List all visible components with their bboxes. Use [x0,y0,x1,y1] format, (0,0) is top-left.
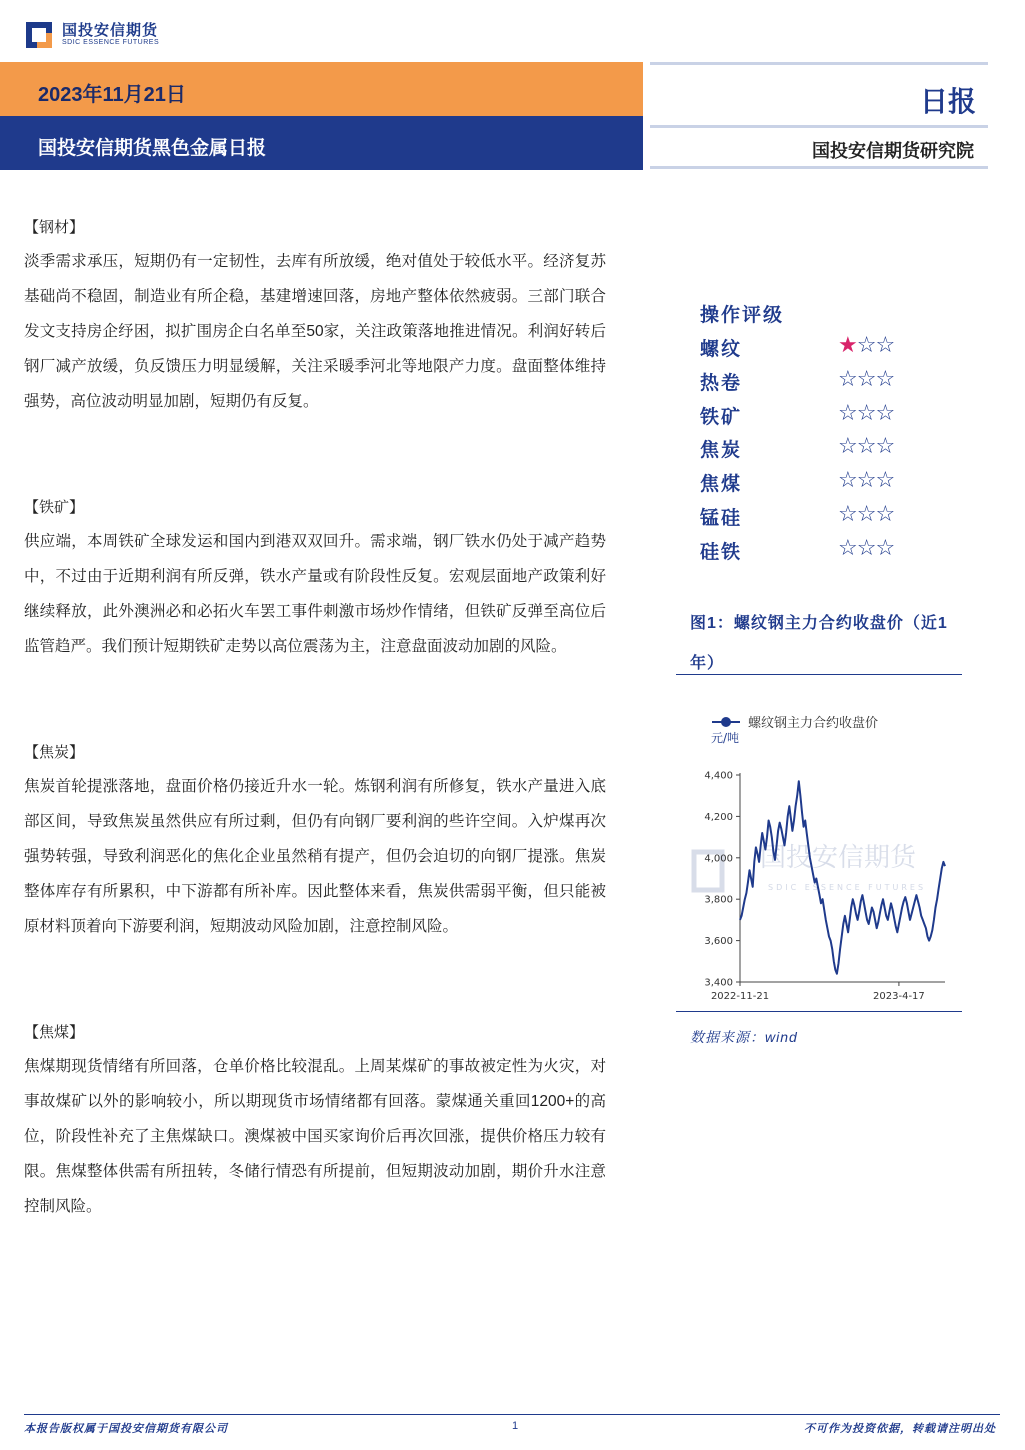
star-empty-icon: ☆ [838,365,857,391]
star-empty-icon: ☆ [875,365,895,391]
section-body-coking-coal: 焦煤期现货情绪有所回落，仓单价格比较混乱。上周某煤矿的事故被定性为火灾，对事故煤矿以外的影响较小，所以期现货市场情绪都有回落。蒙煤通关重回1200+的高位，阶段性补充了主焦煤缺口。澳煤被中国买家询价后再次回涨，提供价格压力较有限。焦煤整体供需有所扭转，冬储行情恐有所提前，但短期波动加剧，期价升水注意控制风险。 [24,1058,606,1215]
rating-name: 铁矿 [700,406,743,428]
figure-rule-top [676,674,962,675]
star-empty-icon: ☆ [856,534,876,560]
section-heading-iron-ore: 【铁矿】 [24,499,85,516]
section-heading-coking-coal: 【焦煤】 [24,1024,85,1041]
section-heading-coke: 【焦炭】 [24,744,85,761]
y-axis-label: 元/吨 [710,731,740,745]
y-tick-label: 4,200 [704,811,733,823]
rebar-price-chart [690,706,960,1012]
star-filled-icon: ★ [838,332,857,357]
logo-name-en: SDIC ESSENCE FUTURES [62,39,160,46]
section-body-steel: 淡季需求承压，短期仍有一定韧性，去库有所放缓，绝对值处于较低水平。经济复苏基础尚不稳固，制造业有所企稳，基建增速回落，房地产整体依然疲弱。三部门联合发文支持房企纾困，拟扩围房企白名单至50家，关注政策落地推进情况。利润好转后钢厂减产放缓，负反馈压力明显缓解，关注采暖季河北等地限产力度。盘面整体维持强势，高位波动明显加剧，短期仍有反复。 [24,253,606,410]
rating-stars [838,366,894,392]
divider [650,166,988,169]
star-empty-icon: ☆ [856,501,876,526]
series-line-rebar [740,781,945,974]
rating-row [700,435,940,465]
footer-copyright: 本报告版权属于国投安信期货有限公司 [24,1423,228,1435]
rating-row [700,399,940,432]
rating-stars [838,501,894,527]
star-empty-icon: ☆ [856,332,876,357]
divider [650,125,988,128]
rating-row [700,534,940,567]
section-heading-steel: 【钢材】 [24,219,85,236]
divider [650,62,988,65]
rating-row [700,365,940,398]
rating-stars [838,467,894,493]
data-source: 数据来源：wind [690,1029,798,1045]
star-empty-icon: ☆ [838,399,857,425]
star-empty-icon: ☆ [875,467,895,493]
rating-heading: 操作评级 [700,305,785,326]
footer-rule [24,1414,1000,1415]
rating-name: 焦炭 [700,440,743,462]
rating-name: 焦煤 [700,474,743,496]
rating-name: 螺纹 [700,339,743,360]
logo-name-cn: 国投安信期货 [62,22,159,39]
y-tick-label: 3,600 [704,936,733,948]
chart-watermark: 国投安信期货 [760,843,917,873]
rating-row [700,334,940,364]
star-empty-icon: ☆ [838,501,857,526]
rating-row [700,469,940,499]
section-body-iron-ore: 供应端，本周铁矿全球发运和国内到港双双回升。需求端，钢厂铁水仍处于减产趋势中，不过由于近期利润有所反弹，铁水产量或有阶段性反复。宏观层面地产政策利好继续释放，此外澳洲必和必拓火车罢工事件刺激市场炒作情绪，但铁矿反弹至高位后监管趋严。我们预计短期铁矿走势以高位震荡为主，注意盘面波动加剧的风险。 [24,533,606,655]
star-empty-icon: ☆ [838,534,857,560]
rating-stars [838,535,894,561]
figure-title: 图1：螺纹钢主力合约收盘价（近1年） [690,615,948,672]
section-body-coke: 焦炭首轮提涨落地，盘面价格仍接近升水一轮。炼钢利润有所修复，铁水产量进入底部区间，导致焦炭虽然供应有所过剩，但仍有向钢厂要利润的些许空间。入炉煤再次强势转强，导致利润恶化的焦化企业虽然稍有提产，但仍会迫切的向钢厂提涨。焦炭整体库存有所累积，中下游都有所补库。因此整体来看，焦炭供需弱平衡，但只能被原材料顶着向下游要利润，短期波动风险加剧，注意控制风险。 [24,778,606,935]
report-title: 国投安信期货黑色金属日报 [38,138,267,159]
rating-stars [838,433,894,459]
company-logo-icon [24,20,54,50]
star-empty-icon: ☆ [856,399,876,425]
star-empty-icon: ☆ [856,467,876,493]
y-tick-label: 3,400 [704,977,733,989]
report-date: 2023年11月21日 [38,84,186,106]
y-tick-label: 3,800 [704,894,733,906]
rating-stars [838,400,894,426]
rating-name: 硅铁 [700,541,743,563]
star-empty-icon: ☆ [875,332,895,357]
x-tick-label: 2022-11-21 [710,991,770,1002]
legend-marker [721,717,731,727]
x-tick-label: 2023-4-17 [873,991,925,1002]
footer-disclaimer: 不可作为投资依据，转载请注明出处 [804,1423,996,1435]
rating-name: 锰硅 [700,508,743,529]
star-empty-icon: ☆ [875,501,895,526]
figure-rule-bottom [676,1011,962,1012]
report-type: 日报 [919,86,976,117]
institute-name: 国投安信期货研究院 [812,141,974,161]
star-empty-icon: ☆ [875,399,895,425]
star-empty-icon: ☆ [838,467,857,493]
chart-watermark-en: SDIC ESSENCE FUTURES [768,883,927,892]
star-empty-icon: ☆ [856,365,876,391]
star-empty-icon: ☆ [875,534,895,560]
star-empty-icon: ☆ [875,433,895,459]
rating-name: 热卷 [700,372,743,394]
legend-label: 螺纹钢主力合约收盘价 [748,716,879,731]
rating-row [700,503,940,533]
rating-stars [838,332,894,358]
star-empty-icon: ☆ [856,433,876,459]
page-number: 1 [512,1420,519,1432]
star-empty-icon: ☆ [838,433,857,459]
y-tick-label: 4,000 [704,853,733,865]
y-tick-label: 4,400 [704,770,733,782]
